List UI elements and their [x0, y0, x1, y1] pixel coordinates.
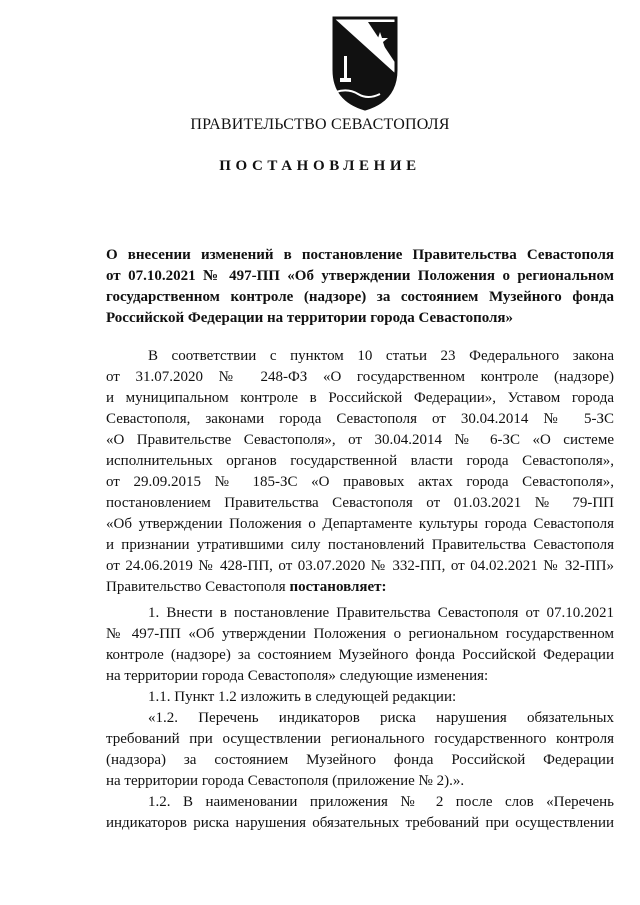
sevastopol-coat-of-arms-icon [328, 12, 402, 112]
resolution-line [106, 577, 614, 598]
text-line: индикаторов риска нарушения обязательных требований при осуществлении [106, 815, 614, 831]
text-line: на территории города Севастополя (приложение № 2).». [106, 773, 465, 789]
resolution-keyword: постановляет: [289, 579, 387, 595]
text-line: О внесении изменений в постановление Правительства Севастополя [106, 247, 614, 263]
text-line: Российской Федерации на территории города Севастополя» [106, 310, 514, 326]
text-line: 1. Внести в постановление Правительства Севастополя от 07.10.2021 [148, 605, 614, 621]
government-title: ПРАВИТЕЛЬСТВО СЕВАСТОПОЛЯ [190, 116, 450, 133]
text-line: В соответствии с пунктом 10 статьи 23 Федерального закона [148, 348, 614, 364]
text-line: от 24.06.2019 № 428-ПП, от 03.07.2020 № 332-ПП, от 04.02.2021 № 32-ПП» [106, 558, 614, 574]
text-line: № 497-ПП «Об утверждении Положения о региональном государственном [106, 626, 614, 642]
resolution-text: Правительство Севастополя [106, 579, 290, 595]
text-line: Севастополя, законами города Севастополя от 30.04.2014 № 5-ЗС [106, 411, 614, 427]
text-line: исполнительных органов государственной власти города Севастополя», [106, 453, 614, 469]
document-subject [106, 245, 614, 329]
text-line: постановлением Правительства Севастополя от 01.03.2021 № 79-ПП [106, 495, 614, 511]
item-1-2 [106, 792, 614, 834]
text-line: «О Правительстве Севастополя», от 30.04.2014 № 6-ЗС «О системе [106, 432, 614, 448]
item-1-1-quote [106, 708, 614, 792]
text-line: и муниципальном контроле в Российской Федерации», Уставом города [106, 390, 614, 406]
item-1 [106, 603, 614, 708]
text-line: требований при осуществлении регионального государственного контроля [106, 731, 614, 747]
text-line: 1.2. В наименовании приложения № 2 после слов «Перечень [148, 794, 614, 810]
text-line: на территории города Севастополя» следующие изменения: [106, 668, 489, 684]
text-line: от 31.07.2020 № 248-ФЗ «О государственном контроле (надзоре) [106, 369, 614, 385]
text-line: государственном контроле (надзоре) за состоянием Музейного фонда [106, 289, 614, 305]
preamble-paragraph [106, 346, 614, 598]
text-line: и признании утратившими силу постановлений Правительства Севастополя [106, 537, 614, 553]
item-1-1-intro: 1.1. Пункт 1.2 изложить в следующей редакции: [148, 689, 457, 705]
document-type: ПОСТАНОВЛЕНИЕ [219, 158, 421, 174]
text-line: от 07.10.2021 № 497-ПП «Об утверждении Положения о региональном [106, 268, 614, 284]
text-line: «1.2. Перечень индикаторов риска нарушения обязательных [148, 710, 614, 726]
text-line: (надзора) за состоянием Музейного фонда Российской Федерации [106, 752, 614, 768]
text-line: «Об утверждении Положения о Департаменте культуры города Севастополя [106, 516, 614, 532]
text-line: от 29.09.2015 № 185-ЗС «О правовых актах города Севастополя», [106, 474, 614, 490]
text-line: контроле (надзоре) за состоянием Музейного фонда Российской Федерации [106, 647, 614, 663]
